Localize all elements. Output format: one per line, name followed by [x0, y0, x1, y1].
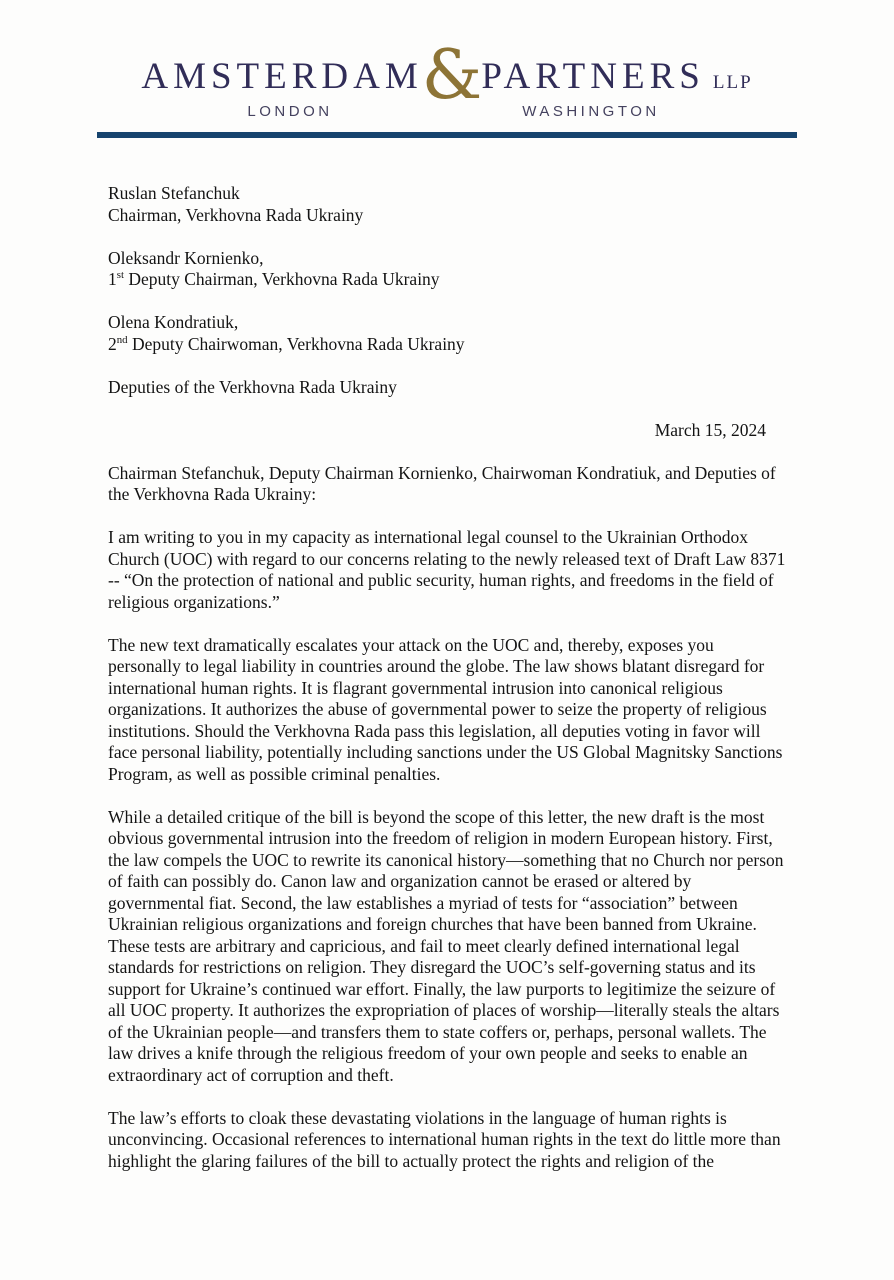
letterhead: [0, 0, 894, 138]
recipient-name: Ruslan Stefanchuk: [108, 183, 240, 203]
office-locations: [0, 103, 894, 123]
recipient-block-deputies: [108, 377, 788, 399]
office-london-label: LONDON: [247, 103, 333, 120]
recipient-title: [108, 269, 440, 289]
ordinal-suffix: nd: [116, 333, 128, 346]
paragraph-3: While a detailed critique of the bill is beyond the scope of this letter, the new draft is the most obvious governmental intrusion into the freedom of religion in modern European history. First, the law compels the UOC to rewrite its canonical history—something that no Church nor person of faith can possibly do. Canon law and organization cannot be erased or altered by governmental fiat. Second, the law establishes a myriad of tests for “association” between Ukrainian religious organizations and foreign churches that have been banned from Ukraine. These tests are arbitrary and capricious, and fail to meet clearly defined international legal standards for restrictions on religion. They disregard the UOC’s self-governing status and its support for Ukraine’s continued war effort. Finally, the law purports to legitimize the seizure of all UOC property. It authorizes the expropriation of places of worship—literally steals the altars of the Ukrainian people—and transfers them to state coffers or, perhaps, personal wallets. The law drives a knife through the religious freedom of your own people and seeks to enable an extraordinary act of corruption and theft.: [108, 806, 784, 1085]
salutation: Chairman Stefanchuk, Deputy Chairman Kornienko, Chairwoman Kondratiuk, and Deputies of the Verkhovna Rada Ukrainy:: [108, 462, 776, 504]
recipient-block-kornienko: [108, 248, 788, 291]
firm-suffix-llp: LLP: [712, 72, 753, 93]
ordinal-suffix: st: [116, 269, 124, 282]
firm-name-amsterdam: AMSTERDAM: [141, 55, 423, 97]
paragraph-4: The law’s efforts to cloak these devastating violations in the language of human rights is unconvincing. Occasional references to international human rights in the text do little more than highlight the glaring failures of the bill to actually protect the rights and religion of the: [108, 1107, 781, 1171]
recipient-name: Olena Kondratiuk,: [108, 312, 239, 332]
letter-date: March 15, 2024: [654, 419, 766, 440]
ordinal-number: 2: [108, 333, 117, 354]
ordinal-number: 1: [108, 269, 117, 289]
recipient-block-kondratiuk: [108, 312, 788, 355]
recipient-name: Oleksandr Kornienko,: [108, 247, 264, 268]
recipient-block-stefanchuk: [108, 183, 788, 226]
recipient-title: Chairman, Verkhovna Rada Ukrainy: [108, 204, 364, 225]
title-text: Deputy Chairwoman, Verkhovna Rada Ukrainy: [127, 333, 465, 354]
paragraph-2: The new text dramatically escalates your attack on the UOC and, thereby, exposes you personally to legal liability in countries around the globe. The law shows blatant disregard for international human rights. It is flagrant governmental intrusion into canonical religious organizations. It authorizes the abuse of governmental power to seize the property of religious institutions. Should the Verkhovna Rada pass this legislation, all deputies voting in favor will face personal liability, potentially including sanctions under the US Global Magnitsky Sanctions Program, as well as possible criminal penalties.: [108, 634, 783, 784]
recipient-title: [108, 334, 465, 354]
office-washington-label: WASHINGTON: [522, 103, 660, 120]
recipient-name: Deputies of the Verkhovna Rada Ukrainy: [108, 376, 397, 397]
letter-body: [0, 138, 894, 1172]
firm-name-partners: PARTNERS: [481, 55, 705, 97]
paragraph-1: I am writing to you in my capacity as international legal counsel to the Ukrainian Orthodox Church (UOC) with regard to our concerns relating to the newly released text of Draft Law 8371 -- “On the protection of national and public security, human rights, and freedoms in the field of religious organizations.”: [108, 527, 786, 612]
title-text: Deputy Chairman, Verkhovna Rada Ukrainy: [123, 269, 440, 289]
letterhead-divider-rule: [97, 132, 797, 138]
firm-name-line: AMSTERDAM & PARTNERS LLP: [141, 36, 753, 115]
